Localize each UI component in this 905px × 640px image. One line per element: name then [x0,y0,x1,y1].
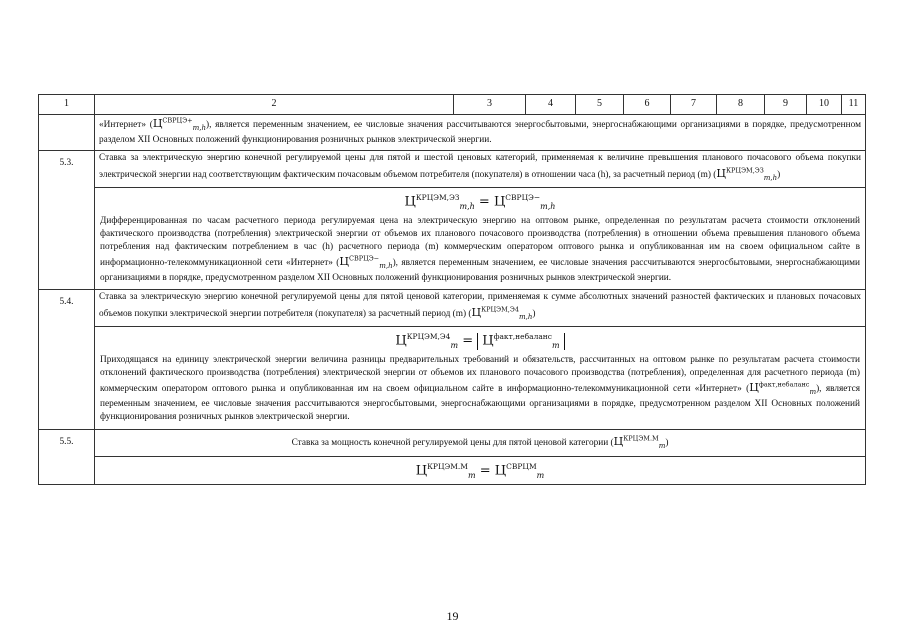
row-5-4-text: Ставка за электрическую энергию конечной регулируемой цены для пятой ценовой категории, применяемая к сумме абсолютных значений разностей фактических и плановых почасовых объемов покупки электрической энергии потребителя (покупателя) за расчетный период (m) $(Ц^{КРЦЭМ,Э4}_{m,h})$ [95,290,866,326]
price-symbol: $Ц^{КРЦЭМ,ЭЗ}_{m,h}$ [716,165,778,182]
formula: $Ц^{КРЦЭМ,ЭЗ}_{m,h} = Ц^{СВРЦЭ-}_{m,h}$ [404,192,556,211]
continuation-row [39,115,866,151]
header-cell: 1 [39,95,95,115]
header-cell: 9 [765,95,807,115]
formula: $Ц^{КРЦЭМ.М}_m = Ц^{СВРЦМ}_m$ [415,461,545,480]
header-cell: 5 [576,95,624,115]
row-5-3-title [39,151,866,187]
header-cell: 7 [671,95,717,115]
row-5-3-description: Дифференцированная по часам расчетного периода регулируемая цена на электрическую энергию на оптовом рынке, определенная по результатам расчета стоимости отклонений фактического производства (потребления) электрической энергии от объемов их планового почасового производства (потребления) в отношении объема превышения планового объема потребления над фактическим потреблением в час (h) расчетного периода (m) коммерческим оператором оптового рынка и опубликованная им на своем официальном сайте в информационно-телекоммуникационной сети «Интернет» $(Ц^{СВРЦЭ-}_{m,h})$, является переменным значением, ее числовые значения рассчитываются энергосбытовыми, энергоснабжающими организациями в порядке, предусмотренном разделом XII Основных положений функционирования розничных рынков электрической энергии. [100,215,860,284]
tariff-table [38,94,866,485]
header-cell: 8 [717,95,765,115]
price-symbol: $Ц^{СВРЦЭ-}_{m,h}$ [339,254,393,271]
row-number-cell [39,115,95,151]
row-number: 5.5. [39,429,95,484]
header-cell: 6 [624,95,671,115]
row-5-5-title [39,429,866,456]
header-cell: 4 [526,95,576,115]
page-number: 19 [446,609,459,623]
price-symbol: $Ц^{КРЦЭМ.М}_m$ [613,433,666,450]
row-5-3-text: Ставка за электрическую энергию конечной регулируемой цены для пятой и шестой ценовых категорий, применяемая к величине превышения планового почасового объема покупки электрической энергии над соответствующим фактическим почасовым объемом потребителя (покупателя) в отношении часа (h), за расчетный период (m) $(Ц^{КРЦЭМ,ЭЗ}_{m,h})$ [95,151,866,187]
row-5-4-title [39,290,866,326]
row-5-5-text: Ставка за мощность конечной регулируемой цены для пятой ценовой категории $(Ц^{КРЦЭМ.М}_m)$ [95,429,866,456]
row-5-4-formula-cell [95,326,866,429]
header-row [39,95,866,115]
row-5-5-formula-cell [95,456,866,484]
formula: $Ц^{КРЦЭМ,Э4}_m = Ц^{факт,небаланс}_m$ [96,328,864,353]
continuation-text: «Интернет» $(Ц^{СВРЦЭ+}_{m,h})$, является переменным значением, ее числовые значения рассчитываются энергосбытовыми, энергоснабжающими организациями в порядке, предусмотренном разделом XII Основных положений функционирования розничных рынков электрической энергии. [95,115,866,151]
row-5-4-formula [39,326,866,429]
row-5-4-description: Приходящаяся на единицу электрической энергии величина разницы предварительных требований и обязательств, рассчитанных на оптовом рынке по результатам расчета стоимости отклонений фактического производства (потребления) электрической энергии от объемов их планового почасового производства (потребления), определенная для расчетного периода (m) коммерческим оператором оптового рынка и опубликованная им на своем официальном сайте в информационно-телекоммуникационной сети «Интернет» $(Ц^{факт,небаланс}_m)$, является переменным значением, ее числовые значения рассчитываются энергосбытовыми, энергоснабжающими организациями в порядке, предусмотренном разделом XII Основных положений функционирования розничных рынков электрической энергии. [100,354,860,423]
header-cell: 10 [807,95,842,115]
header-cell: 11 [842,95,866,115]
header-cell: 3 [454,95,526,115]
absolute-value-bars: $Ц^{факт,небаланс}_m$ [477,333,564,350]
row-5-3-formula [39,187,866,290]
price-symbol: $Ц^{факт,небаланс}_m$ [749,380,817,397]
row-5-3-formula-cell [95,187,866,290]
price-symbol-svrce-plus: $Ц^{СВРЦЭ+}_{m,h}$ [152,116,206,133]
price-symbol: $Ц^{КРЦЭМ,Э4}_{m,h}$ [471,304,533,321]
header-cell: 2 [95,95,454,115]
row-number: 5.3. [39,151,95,290]
row-5-5-formula [39,456,866,484]
row-number: 5.4. [39,290,95,429]
